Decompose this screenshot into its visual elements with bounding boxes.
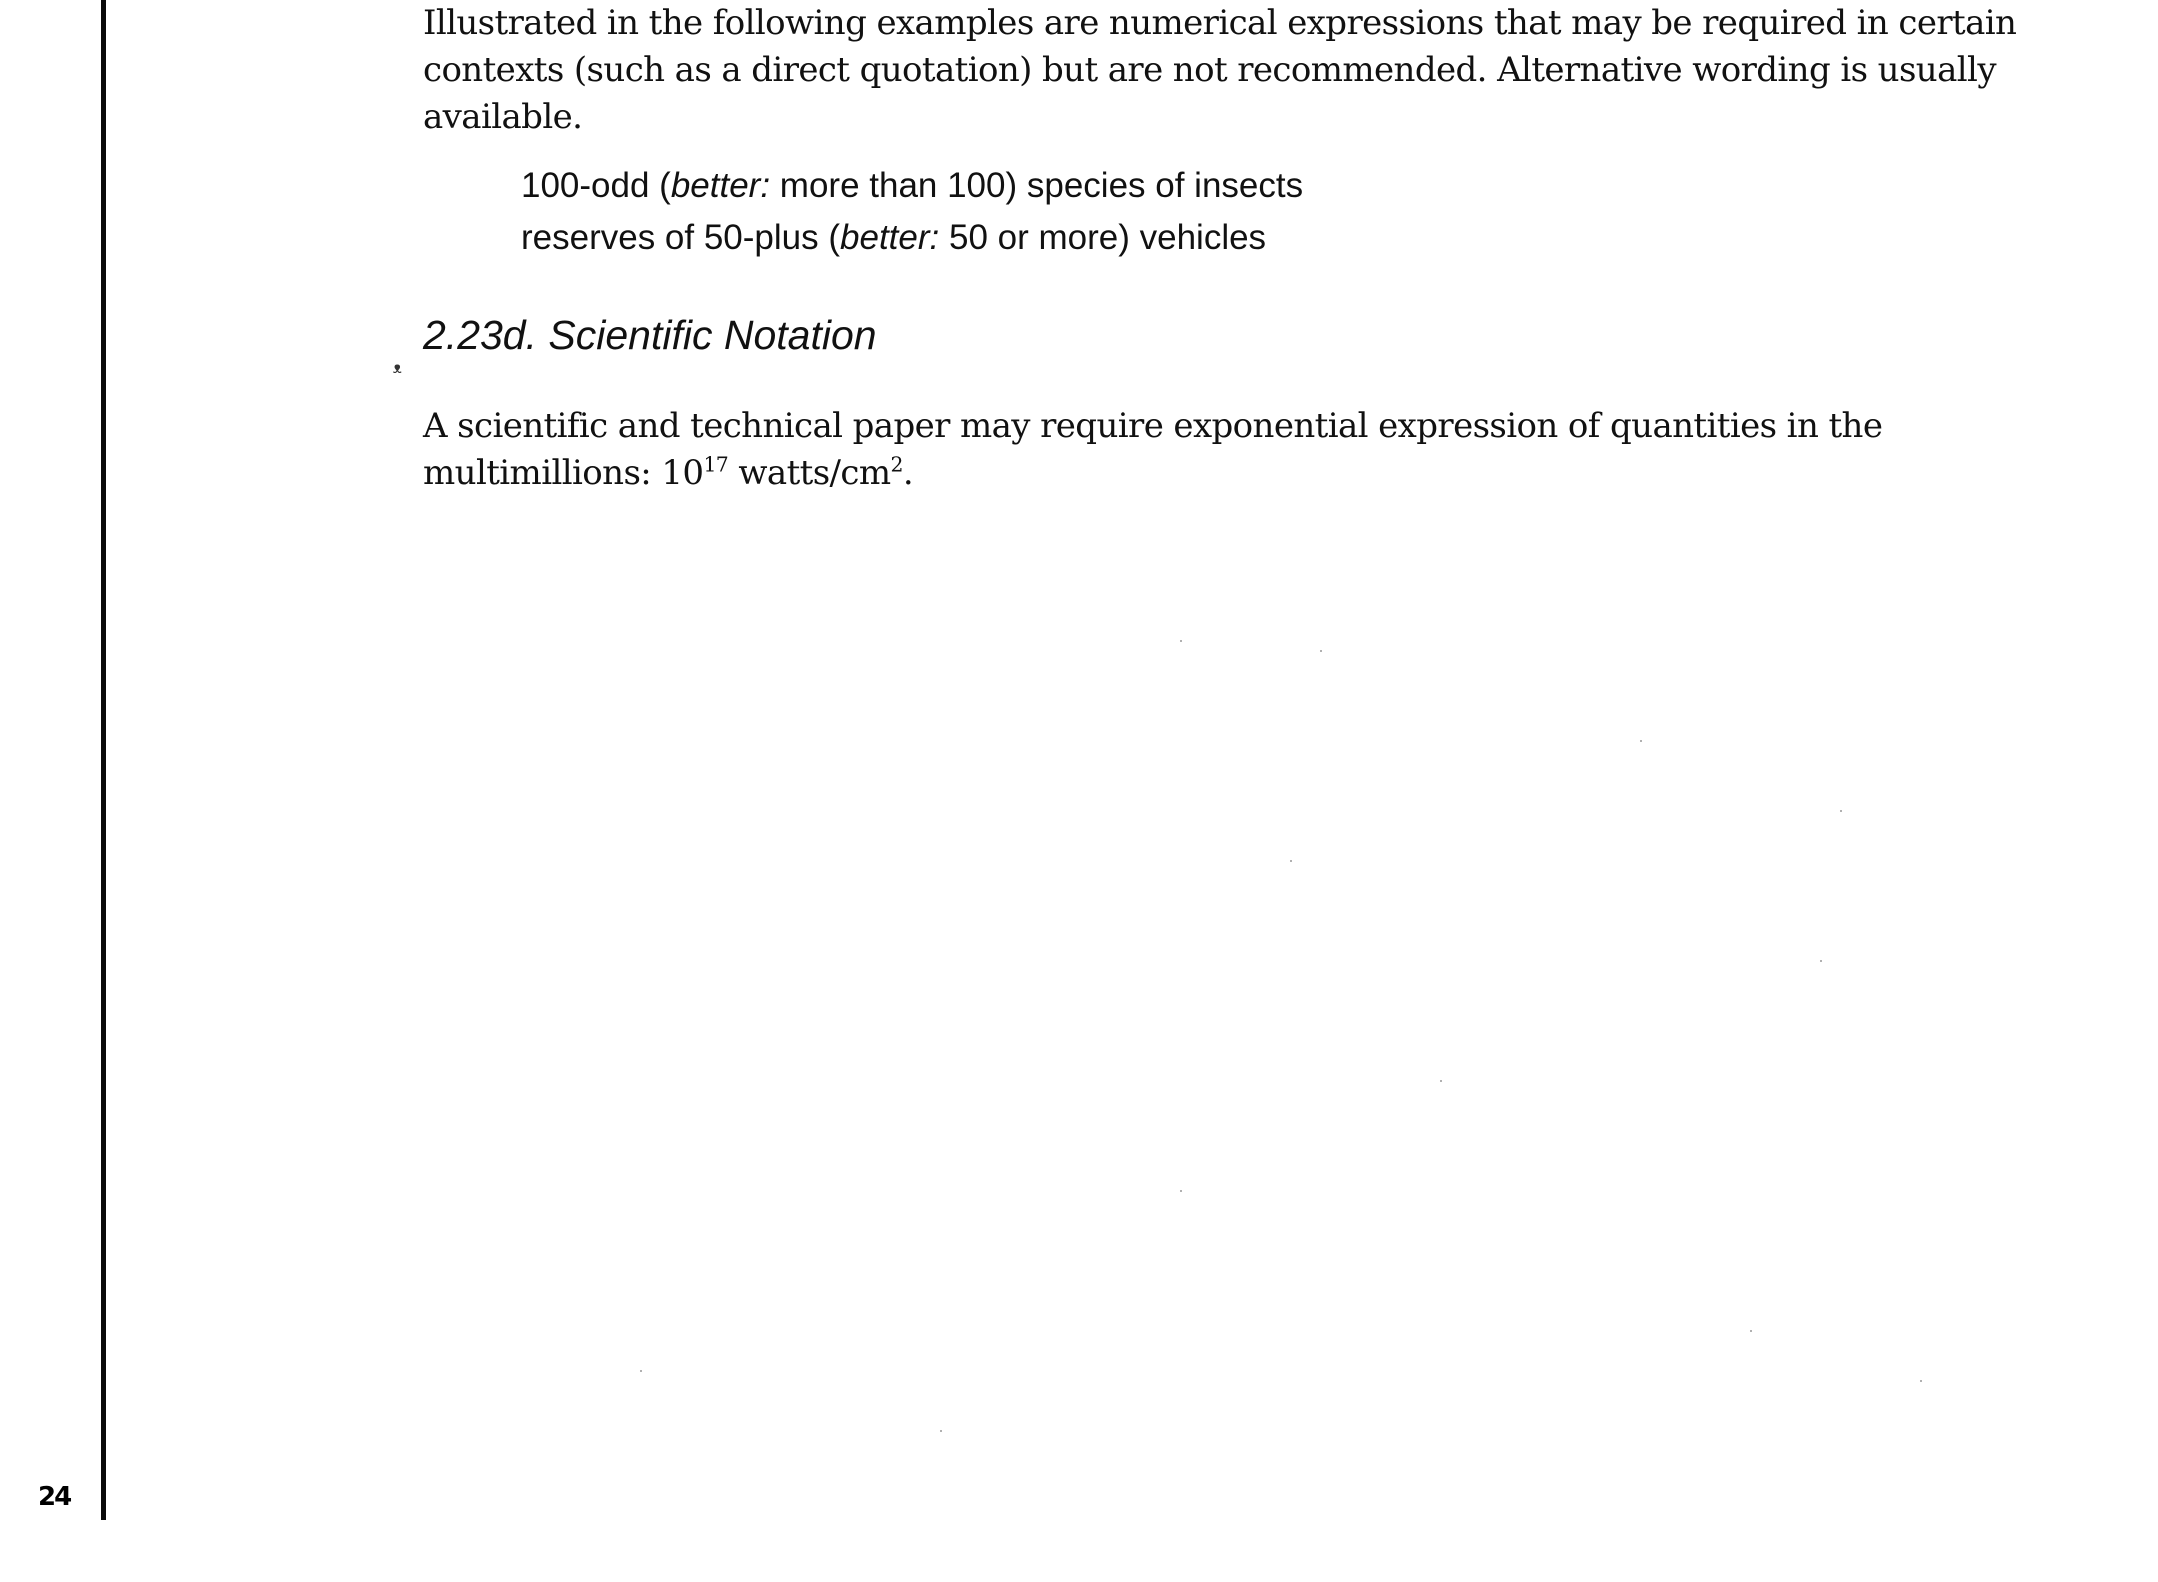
example-item: reserves of 50-plus (better: 50 or more) vehicles — [521, 218, 1267, 257]
intro-paragraph: Illustrated in the following examples are numerical expressions that may be required in certain contexts (such as a direct quotation) but are not recommended. Alternative wording is usually available. — [423, 3, 2017, 137]
section-paragraph: A scientific and technical paper may require exponential expression of quantities in the multimillions: $10^{17}$ watts/$cm^2$. — [423, 406, 1883, 493]
margin-mark: ᵜ — [393, 359, 402, 384]
section-heading: 2.23d. Scientific Notation — [423, 312, 877, 358]
page-number: 24 — [38, 1482, 71, 1512]
example-item: 100-odd (better: more than 100) species of insects — [521, 166, 1304, 205]
margin-rule — [101, 0, 106, 1520]
examples-list — [521, 160, 1303, 264]
